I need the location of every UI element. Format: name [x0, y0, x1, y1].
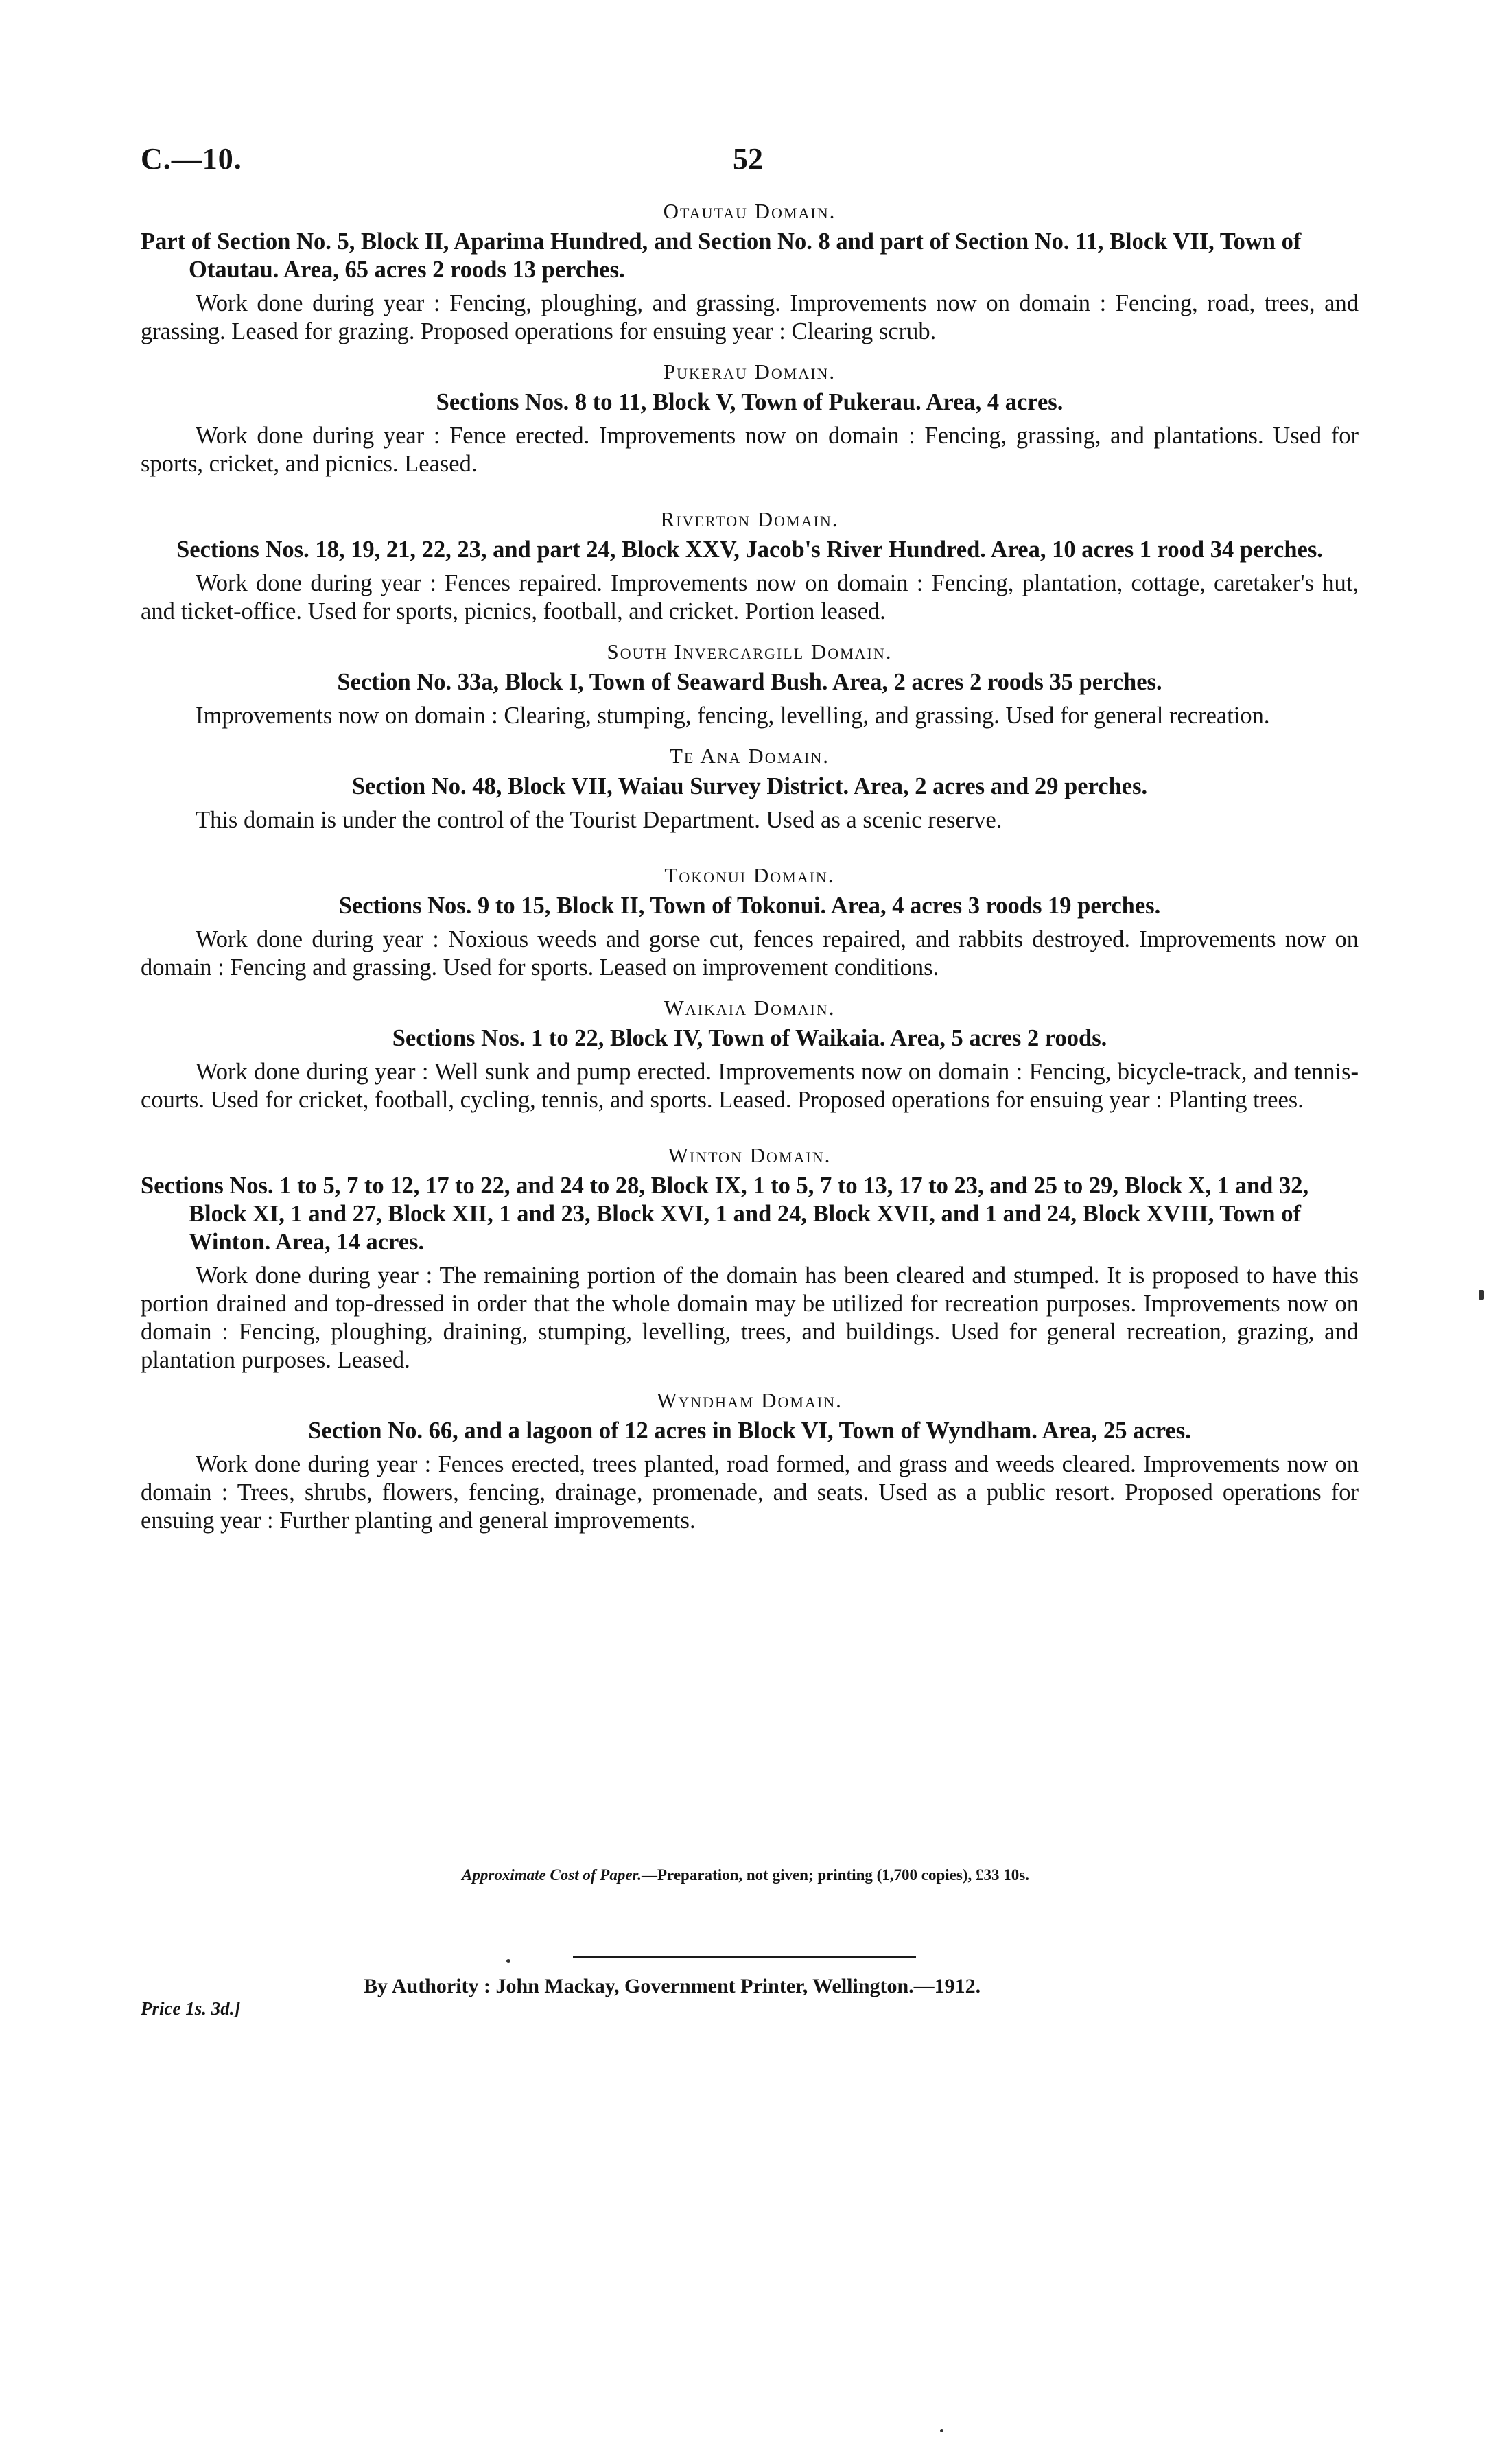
domain-title: South Invercargill Domain.	[607, 640, 893, 664]
page-header	[141, 141, 1359, 183]
domain-body: Work done during year : Fences erected, trees planted, road formed, and grass and weeds cleared. Improvements now on domain : Trees, shrubs, flowers, fencing, drainage, promenade, and seats. Used as a public resort. Proposed operations for ensuing year : Further planting and general improvements.	[141, 1451, 1359, 1534]
domain-body: Work done during year : Well sunk and pump erected. Improvements now on domain : Fencing, bicycle-track, and tennis-courts. Used for cricket, football, cycling, tennis, and sports. Leased. Proposed operations for ensuing year : Planting trees.	[141, 1059, 1359, 1113]
footer-divider	[573, 1956, 916, 1958]
domain-body: Work done during year : Fences repaired. Improvements now on domain : Fencing, plantation, cottage, caretaker's hut, and ticket-office. Used for sports, picnics, football, and cricket. Portion leased.	[141, 570, 1359, 624]
domain-section-wyndham	[141, 1388, 1359, 1535]
domain-section-pukerau	[141, 360, 1359, 478]
print-speck	[940, 2429, 943, 2432]
domain-legal-description: Sections Nos. 1 to 22, Block IV, Town of Waikaia. Area, 5 acres 2 roods.	[392, 1025, 1107, 1051]
domain-body: Work done during year : The remaining portion of the domain has been cleared and stumped. It is proposed to have this portion drained and top-dressed in order that the whole domain may be utilized for recreation purposes. Improvements now on domain : Fencing, ploughing, draining, stumping, levelling, trees, and buildings. Used for general recreation, grazing, and plantation purposes. Leased.	[141, 1263, 1359, 1373]
domain-title: Otautau Domain.	[663, 199, 836, 223]
domain-title: Winton Domain.	[668, 1143, 832, 1167]
cost-label: Approximate Cost of Paper.	[462, 1866, 642, 1884]
price-note: Price 1s. 3d.]	[141, 1998, 241, 2019]
domain-legal-description: Section No. 33a, Block I, Town of Seaward Bush. Area, 2 acres 2 roods 35 perches.	[337, 669, 1162, 695]
cost-of-paper-note	[0, 1866, 1491, 1884]
domain-body: Improvements now on domain : Clearing, stumping, fencing, levelling, and grassing. Used for general recreation.	[196, 703, 1270, 729]
domain-legal-description: Sections Nos. 9 to 15, Block II, Town of Tokonui. Area, 4 acres 3 roods 19 perches.	[338, 893, 1161, 919]
domain-legal-description: Section No. 66, and a lagoon of 12 acres in Block VI, Town of Wyndham. Area, 25 acres.	[308, 1418, 1191, 1444]
domain-legal-description: Sections Nos. 8 to 11, Block V, Town of Pukerau. Area, 4 acres.	[436, 389, 1064, 415]
domain-title: Te Ana Domain.	[669, 744, 830, 768]
domain-section-south-invercargill	[141, 640, 1359, 730]
domain-title: Waikaia Domain.	[664, 996, 836, 1020]
domain-body: This domain is under the control of the Tourist Department. Used as a scenic reserve.	[196, 807, 1002, 833]
domain-section-te-ana	[141, 744, 1359, 834]
domain-section-otautau	[141, 199, 1359, 346]
domain-section-winton	[141, 1143, 1359, 1374]
cost-text: —Preparation, not given; printing (1,700 copies), £33 10s.	[641, 1866, 1029, 1884]
domain-body: Work done during year : Noxious weeds and gorse cut, fences repaired, and rabbits destroyed. Improvements now on domain : Fencing and grassing. Used for sports. Leased on improvement conditions.	[141, 926, 1359, 981]
document-reference: C.—10.	[141, 142, 242, 176]
domain-legal-description: Section No. 48, Block VII, Waiau Survey District. Area, 2 acres and 29 perches.	[351, 773, 1148, 799]
domain-body: Work done during year : Fencing, ploughing, and grassing. Improvements now on domain : Fencing, road, trees, and grassing. Leased for grazing. Proposed operations for ensuing year : Clearing scrub.	[141, 290, 1359, 344]
domain-legal-description: Part of Section No. 5, Block II, Aparima Hundred, and Section No. 8 and part of Section No. 11, Block VII, Town of Otautau. Area, 65 acres 2 roods 13 perches.	[141, 228, 1302, 283]
domain-title: Tokonui Domain.	[664, 863, 835, 887]
domain-title: Pukerau Domain.	[663, 360, 836, 384]
domain-title: Riverton Domain.	[660, 507, 839, 531]
domain-legal-description: Sections Nos. 18, 19, 21, 22, 23, and part 24, Block XXV, Jacob's River Hundred. Area, 10 acres 1 rood 34 perches.	[176, 537, 1323, 563]
domain-section-waikaia	[141, 996, 1359, 1114]
domain-title: Wyndham Domain.	[657, 1388, 843, 1412]
print-speck	[1479, 1290, 1484, 1300]
print-speck	[506, 1959, 510, 1963]
domain-body: Work done during year : Fence erected. Improvements now on domain : Fencing, grassing, and plantations. Used for sports, cricket, and picnics. Leased.	[141, 423, 1359, 477]
domain-section-tokonui	[141, 863, 1359, 982]
printer-authority: By Authority : John Mackay, Government Printer, Wellington.—1912.	[364, 1975, 981, 1997]
domain-list	[141, 199, 1359, 1535]
domain-section-riverton	[141, 507, 1359, 626]
domain-legal-description: Sections Nos. 1 to 5, 7 to 12, 17 to 22, and 24 to 28, Block IX, 1 to 5, 7 to 13, 17 to 23, and 25 to 29, Block X, 1 and 32, Block XI, 1 and 27, Block XII, 1 and 23, Block XVI, 1 and 24, Block XVII, and 1 and 24, Block XVIII, Town of Winton. Area, 14 acres.	[141, 1173, 1309, 1255]
page-number: 52	[733, 142, 763, 176]
